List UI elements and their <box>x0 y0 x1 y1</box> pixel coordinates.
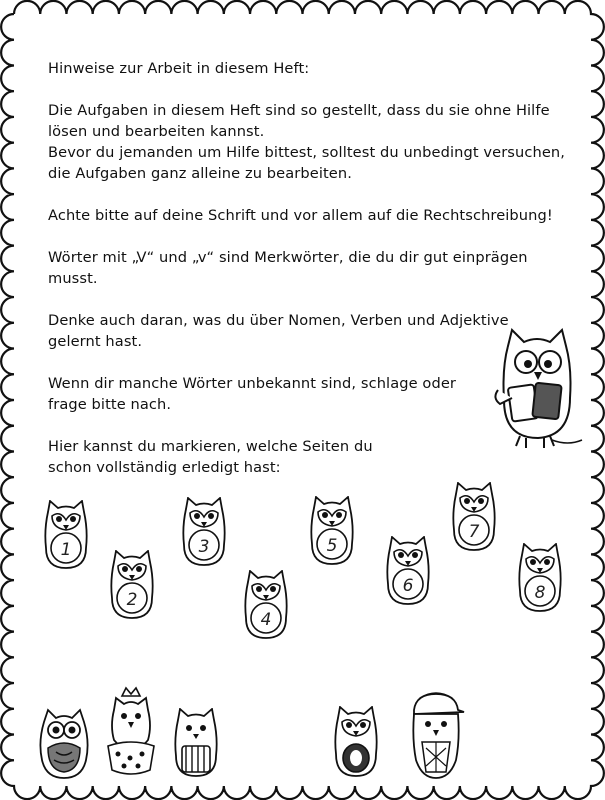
owl-page-icon[interactable] <box>178 497 230 569</box>
decorative-owl-icon <box>404 690 468 782</box>
owl-number-label: 1 <box>60 540 72 560</box>
paragraph-3-line-2: musst. <box>48 270 98 287</box>
owl-number-label: 3 <box>198 537 210 557</box>
owl-number-label: 5 <box>326 536 338 556</box>
owl-page-icon[interactable] <box>40 500 92 572</box>
paragraph-1-line-1: Die Aufgaben in diesem Heft sind so gestellt, dass du sie ohne Hilfe <box>48 102 550 119</box>
paragraph-6-line-1: Hier kannst du markieren, welche Seiten du <box>48 438 373 455</box>
owl-page-icon[interactable] <box>514 543 566 615</box>
paragraph-4-line-1: Denke auch daran, was du über Nomen, Verben und Adjektive <box>48 312 509 329</box>
decorative-owl-icon <box>36 708 92 780</box>
paragraph-3-line-1: Wörter mit „V“ und „v“ sind Merkwörter, die du dir gut einprägen <box>48 249 528 266</box>
owl-number-label: 8 <box>534 583 546 603</box>
paragraph-1-line-2: lösen und bearbeiten kannst. <box>48 123 265 140</box>
paragraph-5-line-2: frage bitte nach. <box>48 396 172 413</box>
owl-number-label: 2 <box>126 590 138 610</box>
decorative-owl-icon <box>102 686 160 780</box>
owl-number-label: 7 <box>468 522 480 542</box>
owl-page-icon[interactable] <box>382 536 434 608</box>
paragraph-1-line-3: Bevor du jemanden um Hilfe bittest, solltest du unbedingt versuchen, <box>48 144 566 161</box>
owl-page-icon[interactable] <box>106 550 158 622</box>
paragraph-6-line-2: schon vollständig erledigt hast: <box>48 459 281 476</box>
heading: Hinweise zur Arbeit in diesem Heft: <box>48 60 310 77</box>
owl-page-icon[interactable] <box>448 482 500 554</box>
owl-page-icon[interactable] <box>240 570 292 642</box>
owl-page-icon[interactable] <box>306 496 358 568</box>
reading-owl-icon <box>490 328 585 453</box>
owl-number-label: 4 <box>260 610 272 630</box>
decorative-owl-icon <box>170 708 222 780</box>
paragraph-5-line-1: Wenn dir manche Wörter unbekannt sind, schlage oder <box>48 375 457 392</box>
paragraph-1-line-4: die Aufgaben ganz alleine zu bearbeiten. <box>48 165 352 182</box>
owl-number-label: 6 <box>402 576 414 596</box>
paragraph-2: Achte bitte auf deine Schrift und vor allem auf die Rechtschreibung! <box>48 207 553 224</box>
paragraph-4-line-2: gelernt hast. <box>48 333 143 350</box>
decorative-owl-icon <box>330 706 382 780</box>
